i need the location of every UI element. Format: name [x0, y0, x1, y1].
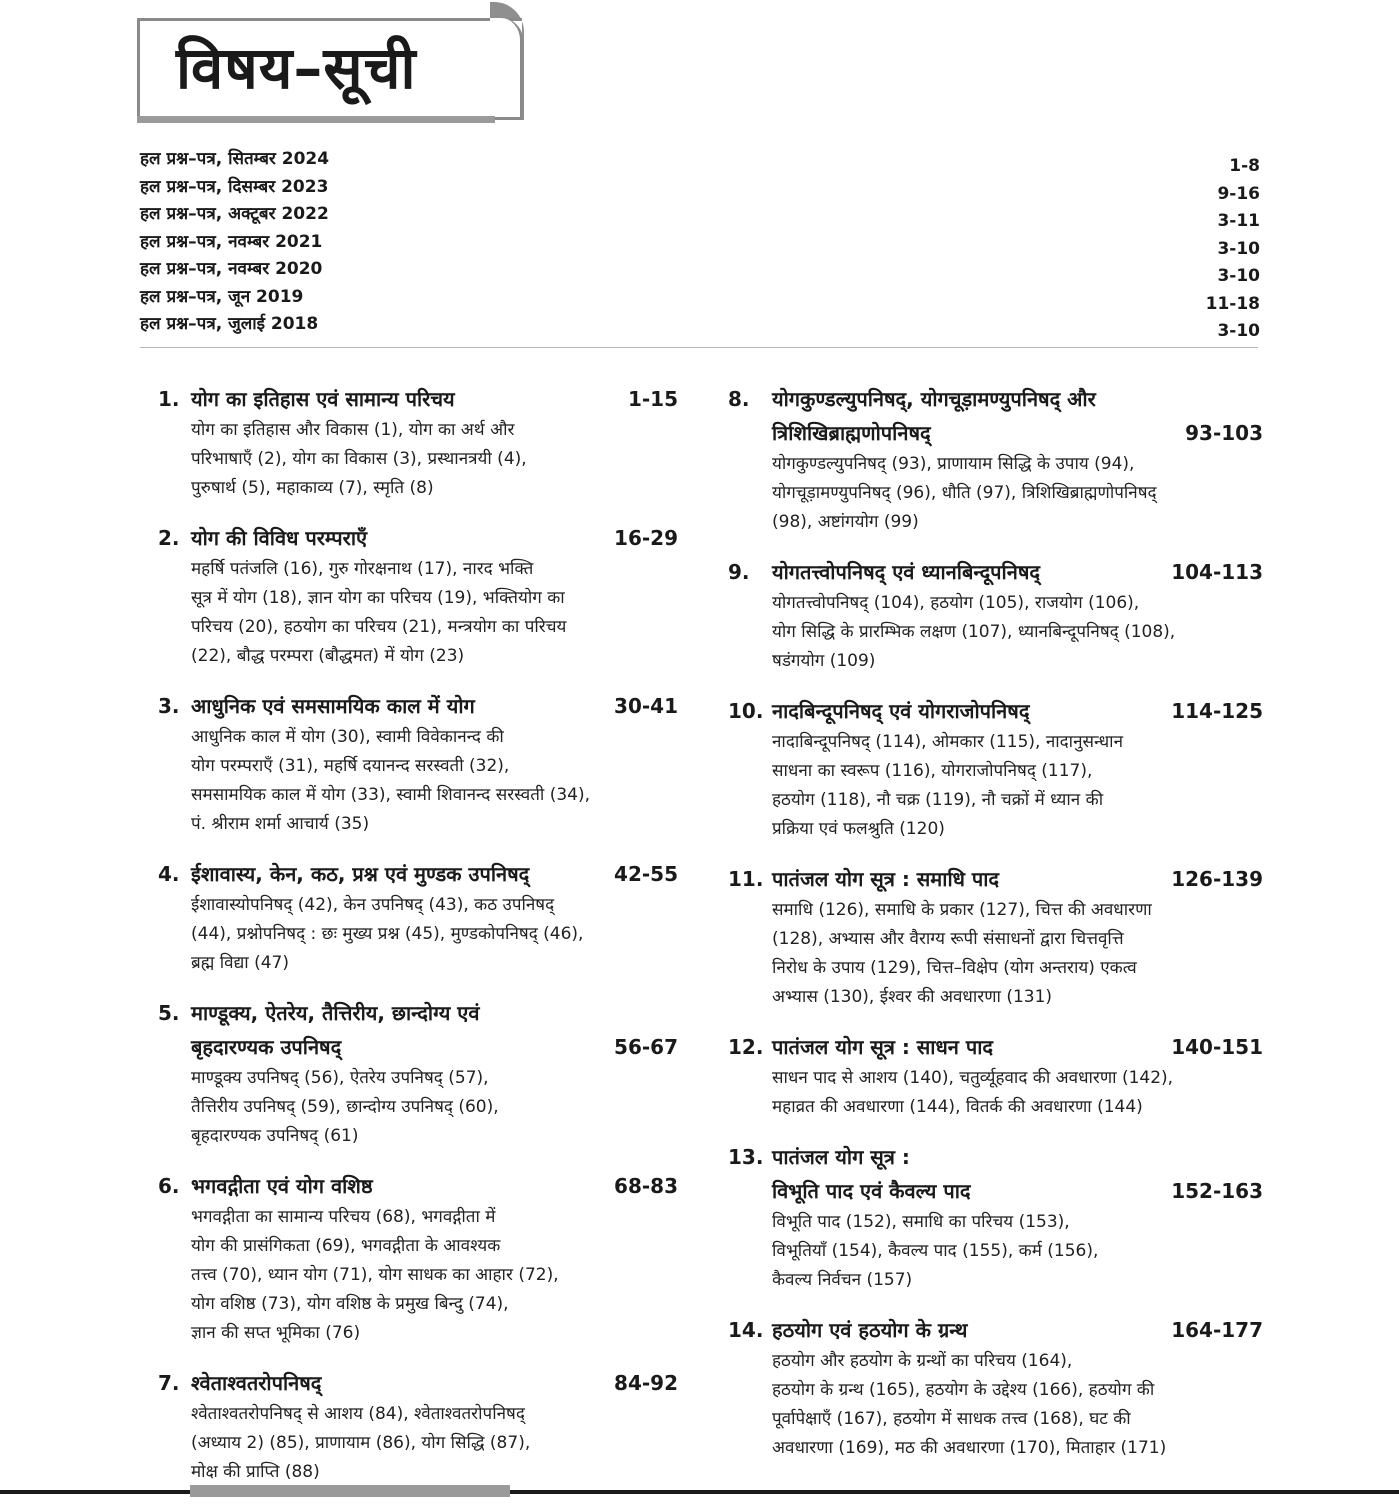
chapter-number: 2.	[158, 526, 180, 550]
chapter-pages: 114-125	[1171, 699, 1263, 723]
chapter-topics	[158, 416, 678, 503]
chapter-title: श्वेताश्वतरोपनिषद्	[191, 1371, 322, 1395]
topic-line: बृहदारण्यक उपनिषद् (61)	[191, 1126, 359, 1146]
chapter-pages: 56-67	[614, 1035, 678, 1059]
title-banner-shadow	[137, 116, 495, 123]
chapter-entry	[158, 996, 678, 1151]
chapter-number: 3.	[158, 694, 180, 718]
chapter-entry	[158, 382, 678, 503]
chapter-title: पातंजल योग सूत्र :	[772, 1145, 910, 1169]
chapter-title: योग की विविध परम्पराएँ	[191, 526, 368, 550]
paper-label: हल प्रश्न–पत्र, जून 2019	[140, 286, 304, 307]
topic-line: योग वशिष्ठ (73), योग वशिष्ठ के प्रमुख बिन्दु (74),	[191, 1294, 509, 1314]
paper-row	[140, 148, 1260, 176]
paper-pages: 9-16	[1217, 183, 1260, 204]
topic-line: ईशावास्योपनिषद् (42), केन उपनिषद् (43), कठ उपनिषद्	[191, 895, 555, 915]
chapter-heading	[158, 996, 678, 1030]
topic-line: अभ्यास (130), ईश्वर की अवधारणा (131)	[772, 987, 1053, 1007]
chapter-heading	[728, 416, 1263, 450]
solved-papers-list	[140, 148, 1260, 341]
chapter-entry	[158, 689, 678, 839]
paper-row	[140, 286, 1260, 314]
topic-line: साधना का स्वरूप (116), योगराजोपनिषद् (117),	[772, 761, 1093, 781]
chapter-title: योग का इतिहास एवं सामान्य परिचय	[191, 387, 455, 411]
page-title: विषय–सूची	[176, 34, 417, 102]
topic-line: योगकुण्डल्युपनिषद् (93), प्राणायाम सिद्धि के उपाय (94),	[772, 454, 1135, 474]
topic-line: महाव्रत की अवधारणा (144), वितर्क की अवधारणा (144)	[772, 1097, 1143, 1117]
topic-line: योग का इतिहास और विकास (1), योग का अर्थ और	[191, 420, 515, 440]
chapter-heading	[728, 1174, 1263, 1208]
chapter-entry	[158, 1366, 678, 1487]
chapter-pages: 164-177	[1171, 1318, 1263, 1342]
topic-line: भगवद्गीता का सामान्य परिचय (68), भगवद्गीता में	[191, 1207, 496, 1227]
chapter-heading	[728, 1140, 1263, 1174]
chapter-number: 12.	[728, 1035, 764, 1059]
topic-line: सूत्र में योग (18), ज्ञान योग का परिचय (19), भक्तियोग का	[191, 588, 565, 608]
topic-line: (128), अभ्यास और वैराग्य रूपी संसाधनों द्वारा चित्तवृत्ति	[772, 929, 1124, 949]
chapter-topics	[728, 1064, 1263, 1122]
chapter-title: आधुनिक एवं समसामयिक काल में योग	[191, 694, 475, 718]
paper-label: हल प्रश्न–पत्र, अक्टूबर 2022	[140, 204, 329, 224]
chapter-title: पातंजल योग सूत्र : समाधि पाद	[772, 867, 1000, 891]
paper-row	[140, 231, 1260, 259]
chapter-title: माण्डूक्य, ऐतरेय, तैत्तिरीय, छान्दोग्य एवं	[191, 1001, 480, 1025]
topic-line: माण्डूक्य उपनिषद् (56), ऐतरेय उपनिषद् (57),	[191, 1068, 489, 1088]
chapter-pages: 140-151	[1171, 1035, 1263, 1059]
paper-pages: 3-11	[1217, 211, 1260, 231]
chapter-entry	[728, 555, 1263, 676]
paper-row	[140, 313, 1260, 341]
topic-line: परिभाषाएँ (2), योग का विकास (3), प्रस्थानत्रयी (4),	[191, 449, 527, 469]
topic-line: समाधि (126), समाधि के प्रकार (127), चित्त की अवधारणा	[772, 900, 1152, 920]
chapter-entry	[728, 1313, 1263, 1463]
chapter-title: योगतत्त्वोपनिषद् एवं ध्यानबिन्दूपनिषद्	[772, 560, 1041, 584]
topic-line: नादाबिन्दूपनिषद् (114), ओमकार (115), नादानुसन्धान	[772, 732, 1124, 752]
chapter-title: भगवद्गीता एवं योग वशिष्ठ	[191, 1174, 373, 1198]
chapter-title: बृहदारण्यक उपनिषद्	[191, 1035, 342, 1059]
topic-line: प्रक्रिया एवं फलश्रुति (120)	[772, 819, 945, 839]
chapter-topics	[728, 450, 1263, 537]
paper-label: हल प्रश्न–पत्र, सितम्बर 2024	[140, 149, 330, 169]
chapter-number: 8.	[728, 387, 750, 411]
topic-line: तत्त्व (70), ध्यान योग (71), योग साधक का आहार (72),	[191, 1265, 559, 1285]
topic-line: विभूति पाद (152), समाधि का परिचय (153),	[772, 1212, 1070, 1232]
topic-line: हठयोग के ग्रन्थ (165), हठयोग के उद्देश्य (166), हठयोग की	[772, 1380, 1155, 1400]
chapter-title: पातंजल योग सूत्र : साधन पाद	[772, 1035, 994, 1059]
chapter-heading	[158, 857, 678, 891]
paper-pages: 1-8	[1229, 156, 1260, 176]
chapter-topics	[158, 723, 678, 839]
chapter-number: 4.	[158, 862, 180, 886]
chapter-heading	[728, 862, 1263, 896]
title-banner-curl-inner	[490, 18, 523, 117]
divider	[140, 347, 1258, 348]
chapter-heading	[158, 521, 678, 555]
chapter-heading	[158, 1169, 678, 1203]
topic-line: (98), अष्टांगयोग (99)	[772, 512, 919, 532]
paper-label: हल प्रश्न–पत्र, जुलाई 2018	[140, 314, 319, 334]
chapter-title: योगकुण्डल्युपनिषद्, योगचूड़ामण्युपनिषद् और	[772, 387, 1096, 411]
chapter-topics	[728, 589, 1263, 676]
chapter-pages: 104-113	[1171, 560, 1263, 584]
chapter-pages: 1-15	[627, 387, 678, 411]
topic-line: आधुनिक काल में योग (30), स्वामी विवेकानन्द की	[191, 727, 504, 747]
topic-line: श्वेताश्वतरोपनिषद् से आशय (84), श्वेताश्वतरोपनिषद्	[191, 1404, 525, 1424]
paper-label: हल प्रश्न–पत्र, नवम्बर 2021	[140, 231, 323, 252]
chapter-number: 10.	[728, 699, 764, 723]
chapter-pages: 30-41	[614, 694, 678, 718]
chapters-right-column	[728, 382, 1263, 1481]
paper-pages: 3-10	[1217, 266, 1260, 286]
paper-row	[140, 176, 1260, 204]
chapter-title: ईशावास्य, केन, कठ, प्रश्न एवं मुण्डक उपनिषद्	[191, 862, 530, 886]
topic-line: निरोध के उपाय (129), चित्त–विक्षेप (योग अन्तराय) एकत्व	[772, 958, 1137, 978]
chapter-entry	[728, 1030, 1263, 1122]
chapter-topics	[728, 728, 1263, 844]
topic-line: (22), बौद्ध परम्परा (बौद्धमत) में योग (23)	[191, 646, 465, 666]
topic-line: समसामयिक काल में योग (33), स्वामी शिवानन्द सरस्वती (34),	[191, 785, 591, 805]
chapter-number: 11.	[728, 867, 764, 891]
topic-line: पूर्वापेक्षाएँ (167), हठयोग में साधक तत्त्व (168), घट की	[772, 1409, 1131, 1429]
topic-line: हठयोग और हठयोग के ग्रन्थों का परिचय (164),	[772, 1351, 1073, 1371]
chapter-heading	[158, 689, 678, 723]
chapter-topics	[728, 1347, 1263, 1463]
chapter-entry	[158, 521, 678, 671]
chapter-number: 5.	[158, 1001, 180, 1025]
chapter-number: 9.	[728, 560, 750, 584]
chapter-heading	[728, 1030, 1263, 1064]
topic-line: योगचूड़ामण्युपनिषद् (96), धौति (97), त्रिशिखिब्राह्मणोपनिषद्	[772, 483, 1157, 503]
chapter-number: 7.	[158, 1371, 180, 1395]
topic-line: पुरुषार्थ (5), महाकाव्य (7), स्मृति (8)	[191, 478, 434, 498]
chapter-number: 13.	[728, 1145, 764, 1169]
topic-line: योग की प्रासंगिकता (69), भगवद्गीता के आवश्यक	[191, 1236, 501, 1256]
chapter-entry	[728, 382, 1263, 537]
chapter-number: 1.	[158, 387, 180, 411]
paper-pages: 3-10	[1217, 238, 1260, 259]
chapter-heading	[158, 382, 678, 416]
chapter-entry	[728, 694, 1263, 844]
topic-line: योगतत्त्वोपनिषद् (104), हठयोग (105), राजयोग (106),	[772, 593, 1140, 613]
chapter-title: त्रिशिखिब्राह्मणोपनिषद्	[772, 421, 931, 445]
paper-label: हल प्रश्न–पत्र, नवम्बर 2020	[140, 259, 323, 279]
chapter-title: विभूति पाद एवं कैवल्य पाद	[772, 1179, 971, 1203]
chapter-pages: 68-83	[614, 1174, 678, 1198]
topic-line: मोक्ष की प्राप्ति (88)	[191, 1462, 320, 1482]
paper-pages: 3-10	[1217, 321, 1260, 341]
topic-line: परिचय (20), हठयोग का परिचय (21), मन्त्रयोग का परिचय	[191, 617, 567, 637]
footer-accent-bar	[190, 1485, 510, 1497]
chapter-pages: 84-92	[614, 1371, 678, 1395]
chapter-pages: 126-139	[1171, 867, 1263, 891]
chapter-pages: 93-103	[1185, 421, 1263, 445]
chapter-entry	[158, 1169, 678, 1348]
topic-line: ज्ञान की सप्त भूमिका (76)	[191, 1323, 361, 1343]
chapter-entry	[158, 857, 678, 978]
chapter-title: हठयोग एवं हठयोग के ग्रन्थ	[772, 1318, 968, 1342]
paper-row	[140, 258, 1260, 286]
topic-line: महर्षि पतंजलि (16), गुरु गोरक्षनाथ (17), नारद भक्ति	[191, 559, 534, 579]
topic-line: विभूतियाँ (154), कैवल्य पाद (155), कर्म (156),	[772, 1241, 1099, 1261]
topic-line: साधन पाद से आशय (140), चतुर्व्यूहवाद की अवधारणा (142),	[772, 1068, 1174, 1088]
topic-line: तैत्तिरीय उपनिषद् (59), छान्दोग्य उपनिषद् (60),	[191, 1097, 499, 1117]
paper-row	[140, 203, 1260, 231]
topic-line: पं. श्रीराम शर्मा आचार्य (35)	[191, 814, 370, 834]
topic-line: अवधारणा (169), मठ की अवधारणा (170), मिताहार (171)	[772, 1438, 1167, 1458]
chapter-topics	[728, 896, 1263, 1012]
chapter-heading	[158, 1030, 678, 1064]
paper-label: हल प्रश्न–पत्र, दिसम्बर 2023	[140, 176, 329, 197]
topic-line: कैवल्य निर्वचन (157)	[772, 1270, 913, 1290]
chapter-title: नादबिन्दूपनिषद् एवं योगराजोपनिषद्	[772, 699, 1030, 723]
chapter-topics	[158, 891, 678, 978]
chapter-number: 14.	[728, 1318, 764, 1342]
chapter-heading	[728, 555, 1263, 589]
chapter-topics	[158, 555, 678, 671]
chapter-heading	[728, 694, 1263, 728]
chapter-heading	[728, 1313, 1263, 1347]
chapter-heading	[728, 382, 1263, 416]
chapter-topics	[158, 1203, 678, 1348]
topic-line: योग परम्पराएँ (31), महर्षि दयानन्द सरस्वती (32),	[191, 756, 510, 776]
topic-line: (अध्याय 2) (85), प्राणायाम (86), योग सिद्धि (87),	[191, 1433, 531, 1453]
paper-pages: 11-18	[1205, 293, 1260, 314]
topic-line: ब्रह्म विद्या (47)	[191, 953, 289, 973]
chapter-number: 6.	[158, 1174, 180, 1198]
chapter-topics	[158, 1064, 678, 1151]
chapter-topics	[158, 1400, 678, 1487]
chapter-heading	[158, 1366, 678, 1400]
chapter-pages: 42-55	[614, 862, 678, 886]
chapter-pages: 16-29	[614, 526, 678, 550]
topic-line: षडंगयोग (109)	[772, 651, 876, 671]
chapter-entry	[728, 862, 1263, 1012]
topic-line: योग सिद्धि के प्रारम्भिक लक्षण (107), ध्यानबिन्दूपनिषद् (108),	[772, 622, 1176, 642]
topic-line: हठयोग (118), नौ चक्र (119), नौ चक्रों में ध्यान की	[772, 790, 1104, 810]
topic-line: (44), प्रश्नोपनिषद् : छः मुख्य प्रश्न (45), मुण्डकोपनिषद् (46),	[191, 924, 584, 944]
chapter-pages: 152-163	[1171, 1179, 1263, 1203]
chapters-left-column	[158, 382, 678, 1505]
chapter-topics	[728, 1208, 1263, 1295]
chapter-entry	[728, 1140, 1263, 1295]
